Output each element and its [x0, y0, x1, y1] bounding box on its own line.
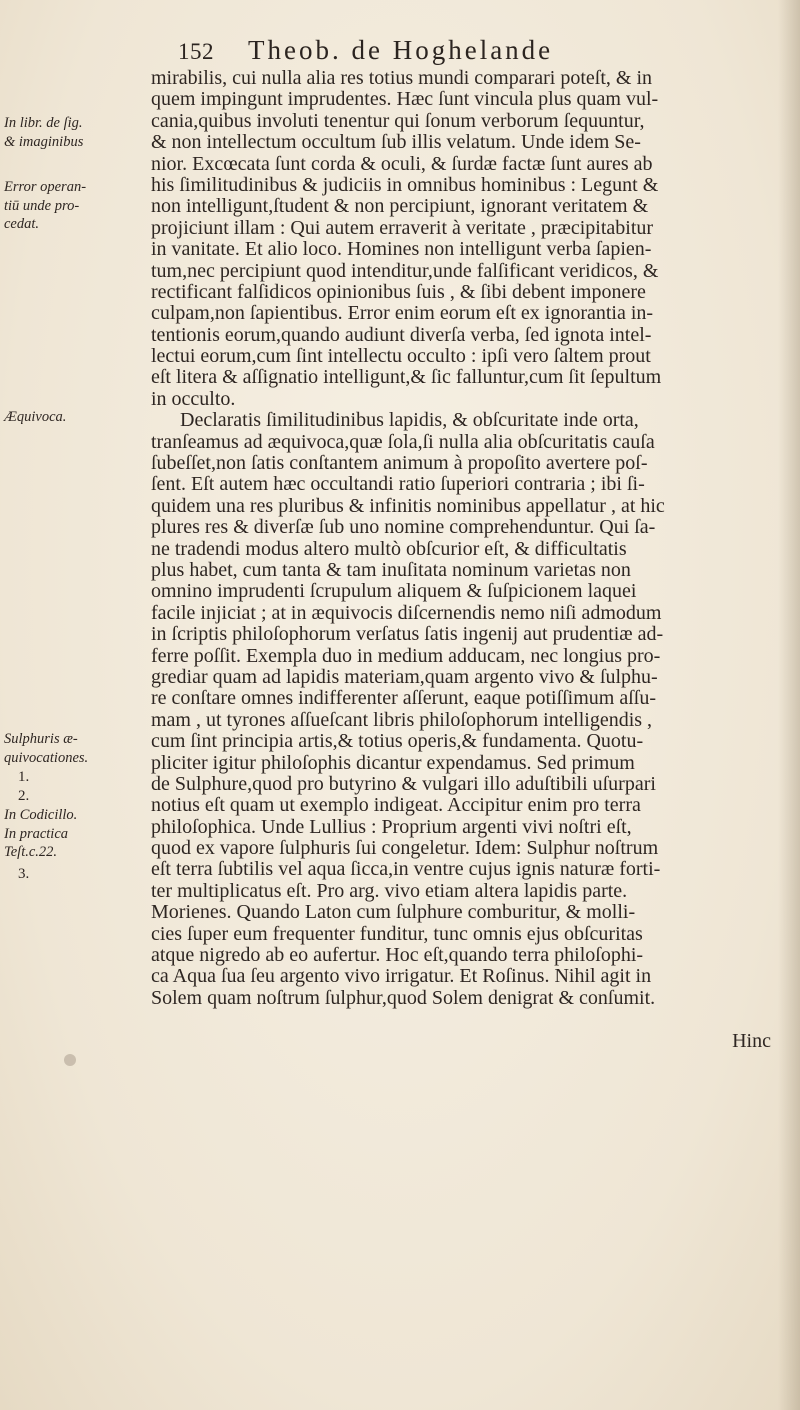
- margin-note-line: Teſt.c.22.: [4, 844, 58, 860]
- text-line: nior. Excœcata ſunt corda & oculi, & ſurdæ factæ ſunt aures ab: [151, 153, 653, 175]
- text-line: eſt litera & aſſignatio intelligunt,& ſic falluntur,cum ſit ſepultum: [151, 367, 662, 389]
- text-line: omnino imprudenti ſcrupulum aliquem & ſuſpicionem laquei: [151, 581, 637, 603]
- catchword: Hinc: [732, 1030, 771, 1052]
- margin-note-references: [4, 806, 150, 862]
- text-line: rectificant falſidicos opinionibus ſuis , & ſibi debent imponere: [151, 281, 646, 303]
- text-line: Solem quam noſtrum ſulphur,quod Solem denigrat & conſumit.: [151, 987, 656, 1009]
- margin-note-line: Æquivoca.: [4, 409, 67, 425]
- margin-note-line: quivocationes.: [4, 749, 89, 766]
- margin-note-line: In libr. de ſig.: [4, 115, 83, 131]
- margin-note-number-3: [4, 865, 150, 884]
- text-line: ne tradendi modus altero multò obſcurior eſt, & difficultatis: [151, 538, 627, 560]
- text-line: plures res & diverſæ ſub uno nomine comprehenduntur. Qui ſa-: [151, 517, 656, 539]
- text-line: cum ſint principia artis,& totius operis,& fundamenta. Quotu-: [151, 731, 644, 753]
- margin-note-numbers: [4, 768, 150, 805]
- text-line: ter multiplicatus eſt. Pro arg. vivo etiam altera lapidis parte.: [151, 880, 628, 902]
- text-line: & non intellectum occultum ſub illis velatum. Unde idem Se-: [151, 132, 641, 154]
- margin-note-number: 2.: [18, 787, 30, 804]
- margin-note-line: Error operan-: [4, 179, 87, 195]
- text-line: de Sulphure,quod pro butyrino & vulgari illo aduſtibili uſurpari: [151, 773, 656, 795]
- text-line: Declaratis ſimilitudinibus lapidis, & obſcuritate inde orta,: [180, 410, 639, 432]
- margin-note-number: 1.: [18, 769, 30, 785]
- margin-note-aequivoca: [4, 408, 150, 427]
- text-line: [151, 1009, 800, 1030]
- margin-note-error: [4, 178, 150, 234]
- margin-note-sulphuris: [4, 730, 150, 767]
- text-line: eſt terra ſubtilis vel aqua ſicca,in ventre cujus ignis naturæ forti-: [151, 859, 661, 881]
- text-line: culpam,non ſapientibus. Error enim eorum eſt ex ignorantia in-: [151, 303, 654, 325]
- text-line: his ſimilitudinibus & judiciis in omnibus hominibus : Legunt &: [151, 174, 659, 196]
- text-line: ferre poſſit. Exempla duo in medium adducam, nec longius pro-: [151, 645, 661, 667]
- margin-note-line: cedat.: [4, 216, 40, 232]
- text-line: lectui eorum,cum ſint intellectu occulto : ipſi vero ſaltem prout: [151, 346, 651, 368]
- text-line: pliciter igitur philoſophis dicantur expendamus. Sed primum: [151, 752, 635, 774]
- ink-stain-icon: [50, 1040, 90, 1080]
- text-line: plus habet, cum tanta & tam inuſitata nominum varietas non: [151, 559, 631, 581]
- text-line: quod ex vapore ſulphuris ſui congeletur. Idem: Sulphur noſtrum: [151, 838, 659, 860]
- margin-note-line: Sulphuris æ-: [4, 731, 78, 747]
- text-line: cania,quibus involuti tenentur qui ſonum verborum ſequuntur,: [151, 110, 645, 132]
- text-line: notius eſt quam ut exemplo indigeat. Accipitur enim pro terra: [151, 795, 641, 817]
- margin-note-line: tiū unde pro-: [4, 197, 80, 214]
- margin-note-line: & imaginibus: [4, 133, 84, 150]
- text-line: quidem una res pluribus & infinitis nominibus appellatur , at hic: [151, 495, 665, 517]
- margin-note-line: In Codicillo.: [4, 807, 78, 823]
- text-line: ſent. Eſt autem hæc occultandi ratio ſuperiori contraria ; ibi ſi-: [151, 474, 645, 496]
- text-line: cies ſuper eum frequenter funditur, tunc omnis ejus obſcuritas: [151, 923, 643, 945]
- margin-note-de-sig: [4, 114, 150, 151]
- text-line: in ſcriptis philoſophorum verſatus ſatis ingenij aut prudentiæ ad-: [151, 624, 664, 646]
- text-line: projiciunt illam : Qui autem erraverit à veritate , præcipitabitur: [151, 217, 654, 239]
- page-number: 152: [178, 39, 214, 64]
- text-line: ca Aqua ſua ſeu argento vivo irrigatur. Et Roſinus. Nihil agit in: [151, 966, 652, 988]
- text-line: tentionis eorum,quando audiunt diverſa verba, ſed ignota intel-: [151, 324, 652, 346]
- text-line: atque nigredo ab eo aufertur. Hoc eſt,quando terra philoſophi-: [151, 945, 644, 967]
- text-line: mirabilis, cui nulla alia res totius mundi comparari poteſt, & in: [151, 68, 653, 89]
- text-line: non intelligunt,ſtudent & non percipiunt, ignorant veritatem &: [151, 196, 649, 218]
- running-title: Theob. de Hoghelande: [248, 35, 554, 65]
- text-line: re conſtare omnes indifferenter aſſerunt, eaque potiſſimum aſſu-: [151, 688, 656, 710]
- margin-note-line: In practica: [4, 825, 69, 842]
- text-line: tum,nec percipiunt quod intenditur,unde falſificant veridicos, &: [151, 260, 659, 282]
- text-line: facile injiciat ; at in æquivocis diſcernendis nemo niſi admodum: [151, 602, 662, 624]
- text-line: grediar quam ad lapidis materiam,quam argento vivo & ſulphu-: [151, 666, 658, 688]
- text-line: in occulto.: [151, 388, 236, 410]
- text-line: Morienes. Quando Laton cum ſulphure comburitur, & molli-: [151, 902, 636, 924]
- body-text: [151, 68, 800, 1052]
- margin-note-number: 3.: [18, 866, 30, 882]
- text-line: in vanitate. Et alio loco. Homines non intelligunt verba ſapien-: [151, 239, 652, 261]
- text-line: philoſophica. Unde Lullius : Proprium argenti vivi noſtri eſt,: [151, 816, 632, 838]
- text-line: tranſeamus ad æquivoca,quæ ſola,ſi nulla alia obſcuritatis cauſa: [151, 431, 655, 453]
- text-line: ſubeſſet,non ſatis conſtantem animum à propoſito avertere poſ-: [151, 453, 648, 475]
- text-line: quem impingunt imprudentes. Hæc ſunt vincula plus quam vul-: [151, 89, 659, 111]
- text-line: mam , ut tyrones aſſueſcant libris philoſophorum intelligendis ,: [151, 709, 653, 731]
